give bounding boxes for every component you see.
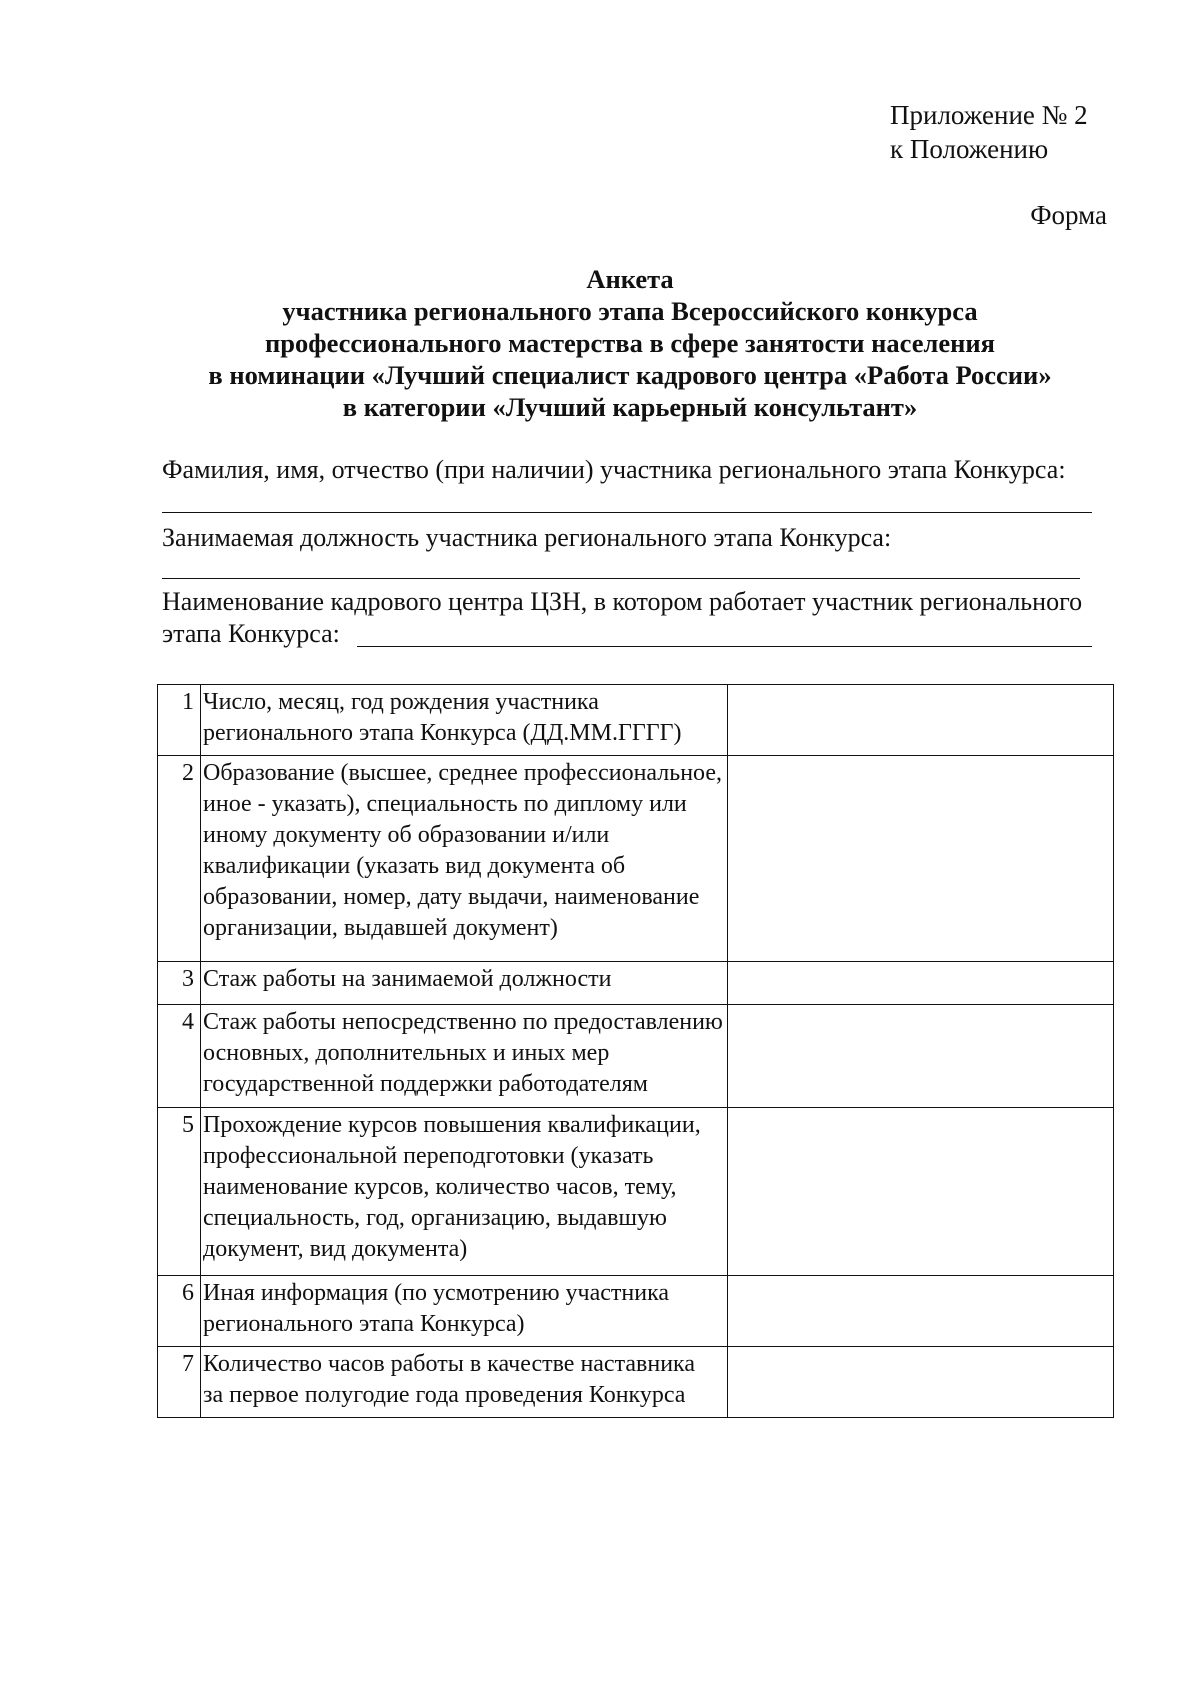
row-label-line: документ, вид документа) — [203, 1236, 468, 1262]
fio-label: Фамилия, имя, отчество (при наличии) участника регионального этапа Конкурса: — [162, 455, 1066, 484]
table-row — [158, 962, 1114, 1005]
position-label: Занимаемая должность участника регионального этапа Конкурса: — [162, 523, 892, 552]
row-number: 7 — [158, 1347, 201, 1418]
center-label-line-2: этапа Конкурса: — [162, 619, 340, 648]
row-label-line: специальность, год, организацию, выдавшую — [203, 1205, 667, 1231]
row-number: 4 — [158, 1005, 201, 1108]
title-line-3: профессионального мастерства в сфере занятости населения — [264, 328, 996, 358]
row-label-line: за первое полугодие года проведения Конкурса — [203, 1382, 686, 1408]
center-label-line-1: Наименование кадрового центра ЦЗН, в котором работает участник регионального — [162, 587, 1083, 616]
document-title — [150, 263, 1110, 423]
title-line-4: в номинации «Лучший специалист кадрового центра «Работа России» — [208, 360, 1052, 390]
row-number: 2 — [158, 756, 201, 962]
table-row — [158, 1347, 1114, 1418]
row-label — [201, 1108, 728, 1276]
form-label: Форма — [1030, 200, 1107, 230]
row-label-line: иное - указать), специальность по диплому или — [203, 791, 687, 817]
row-number: 6 — [158, 1276, 201, 1347]
row-label-line: Число, месяц, год рождения участника — [203, 689, 599, 715]
appendix-regulation: к Положению — [890, 134, 1049, 164]
fio-input-line[interactable] — [162, 512, 1092, 513]
table-row — [158, 1108, 1114, 1276]
row-label-line: образовании, номер, дату выдачи, наименование — [203, 884, 700, 910]
row-label — [201, 756, 728, 962]
row-number: 1 — [158, 685, 201, 756]
row-label — [201, 962, 728, 1005]
row-label-line: государственной поддержки работодателям — [203, 1071, 648, 1097]
appendix-reference — [890, 98, 1088, 166]
row-label-line: Стаж работы непосредственно по предоставлению — [203, 1009, 723, 1035]
row-label-line: Образование (высшее, среднее профессиональное, — [203, 760, 722, 786]
row-label — [201, 1276, 728, 1347]
row-label-line: Стаж работы на занимаемой должности — [203, 966, 612, 992]
position-input-line[interactable] — [162, 578, 1080, 579]
center-input-line[interactable] — [357, 646, 1092, 647]
questionnaire-table — [157, 684, 1114, 1418]
row-label-line: квалификации (указать вид документа об — [203, 853, 626, 879]
table-row — [158, 1005, 1114, 1108]
row-label-line: профессиональной переподготовки (указать — [203, 1143, 654, 1169]
row-answer-cell[interactable] — [727, 756, 1113, 962]
row-label-line: наименование курсов, количество часов, тему, — [203, 1174, 677, 1200]
row-label-line: основных, дополнительных и иных мер — [203, 1040, 610, 1066]
table-row — [158, 756, 1114, 962]
title-line-1: Анкета — [586, 264, 674, 294]
row-label-line: иному документу об образовании и/или — [203, 822, 610, 848]
row-label — [201, 685, 728, 756]
row-answer-cell[interactable] — [727, 962, 1113, 1005]
row-answer-cell[interactable] — [727, 1108, 1113, 1276]
row-answer-cell[interactable] — [727, 1347, 1113, 1418]
row-answer-cell[interactable] — [727, 685, 1113, 756]
row-number: 3 — [158, 962, 201, 1005]
title-line-2: участника регионального этапа Всероссийского конкурса — [282, 296, 978, 326]
title-line-5: в категории «Лучший карьерный консультант» — [342, 392, 918, 422]
row-label — [201, 1347, 728, 1418]
table-row — [158, 685, 1114, 756]
appendix-number: Приложение № 2 — [890, 100, 1088, 130]
row-answer-cell[interactable] — [727, 1276, 1113, 1347]
row-label-line: Количество часов работы в качестве наставника — [203, 1351, 695, 1377]
row-answer-cell[interactable] — [727, 1005, 1113, 1108]
row-label-line: регионального этапа Конкурса) — [203, 1311, 525, 1337]
row-label-line: Прохождение курсов повышения квалификации, — [203, 1112, 701, 1138]
table-row — [158, 1276, 1114, 1347]
row-label-line: регионального этапа Конкурса (ДД.ММ.ГГГГ) — [203, 720, 682, 746]
row-label-line: Иная информация (по усмотрению участника — [203, 1280, 670, 1306]
row-label-line: организации, выдавшей документ) — [203, 915, 558, 941]
row-number: 5 — [158, 1108, 201, 1276]
row-label — [201, 1005, 728, 1108]
